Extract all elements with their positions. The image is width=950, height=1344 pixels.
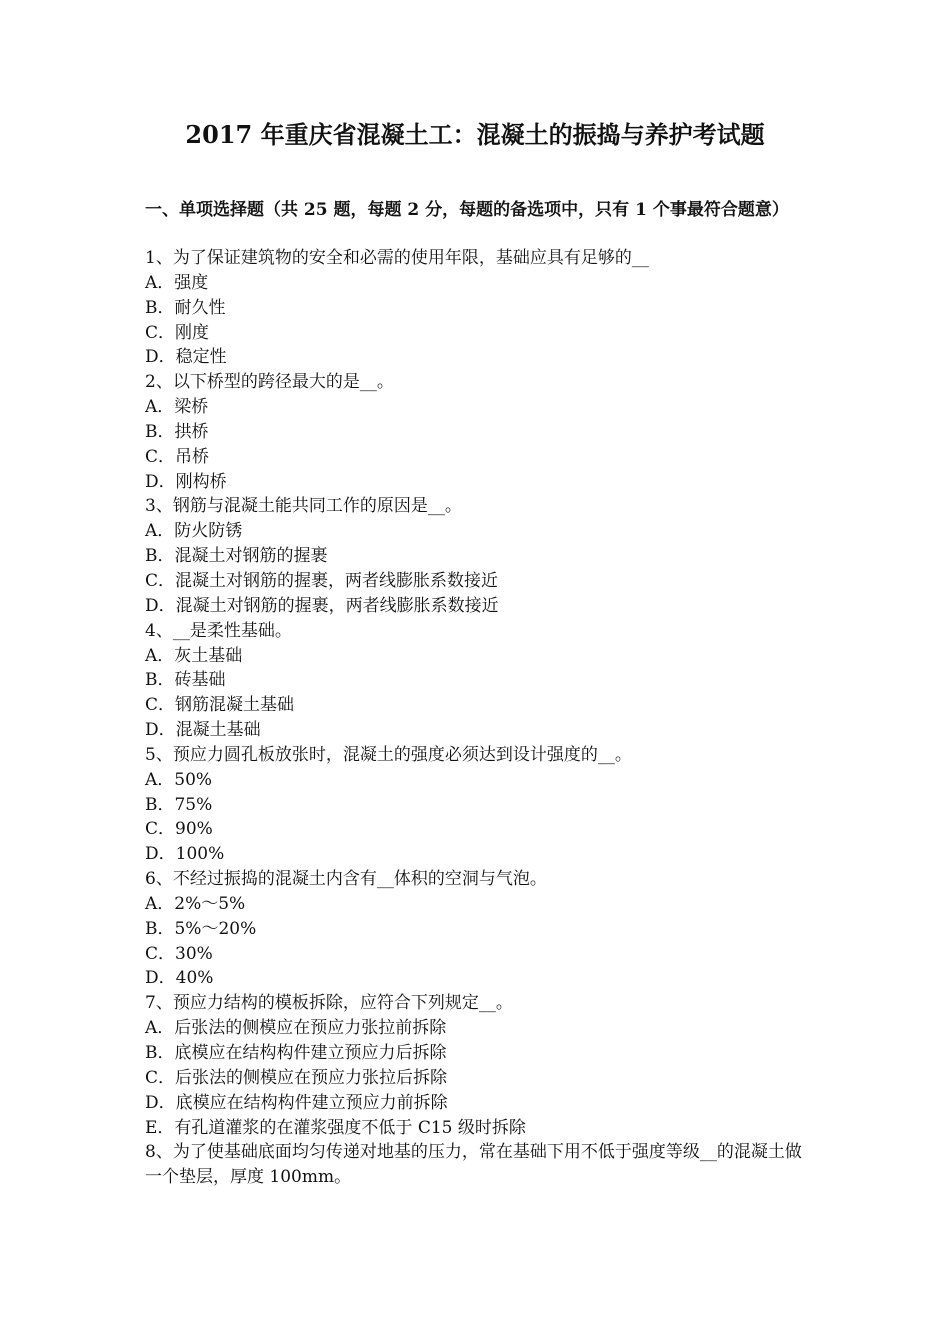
question-stem: 3、钢筋与混凝土能共同工作的原因是__。: [145, 496, 462, 517]
answer-option: B．底模应在结构构件建立预应力后拆除: [145, 1043, 447, 1063]
answer-option: C．吊桥: [145, 446, 210, 467]
answer-option: C．30%: [145, 943, 213, 964]
answer-option: B．75%: [145, 794, 213, 815]
answer-option: E．有孔道灌浆的在灌浆强度不低于 C15 级时拆除: [145, 1117, 526, 1138]
answer-option: D．稳定性: [145, 347, 227, 368]
answer-option: B．5%～20%: [145, 918, 257, 939]
answer-option: B．拱桥: [145, 421, 209, 442]
question-stem: 5、预应力圆孔板放张时，混凝土的强度必须达到设计强度的__。: [145, 744, 632, 765]
answer-option: C．后张法的侧模应在预应力张拉后拆除: [145, 1067, 448, 1088]
answer-option: D．混凝土基础: [145, 720, 261, 741]
answer-option: C．刚度: [145, 322, 210, 343]
answer-option: B．砖基础: [145, 670, 226, 691]
answer-option: B．耐久性: [145, 297, 226, 318]
answer-option: A．2%～5%: [145, 893, 246, 914]
question-list: [145, 246, 810, 1190]
question-stem: 8、为了使基础底面均匀传递对地基的压力，常在基础下用不低于强度等级__的混凝土做一个垫层，厚度 100mm。: [145, 1142, 802, 1188]
answer-option: D．40%: [145, 968, 214, 989]
question-stem: 6、不经过振捣的混凝土内含有__体积的空洞与气泡。: [145, 869, 547, 890]
question-stem: 2、以下桥型的跨径最大的是__。: [145, 372, 394, 393]
answer-option: D．刚构桥: [145, 471, 227, 492]
answer-option: D．混凝土对钢筋的握裹，两者线膨胀系数接近: [145, 595, 499, 616]
question-stem: 4、__是柔性基础。: [145, 620, 292, 641]
answer-option: A．梁桥: [145, 397, 209, 418]
answer-option: A．50%: [145, 769, 213, 790]
answer-option: C．90%: [145, 819, 213, 840]
document-title: 2017 年重庆省混凝土工：混凝土的振捣与养护考试题: [185, 120, 765, 149]
answer-option: A．灰土基础: [145, 645, 243, 666]
answer-option: B．混凝土对钢筋的握裹: [145, 546, 328, 567]
answer-option: A．防火防锈: [145, 521, 243, 542]
answer-option: A．后张法的侧模应在预应力张拉前拆除: [145, 1018, 447, 1039]
section-heading: 一、单项选择题（共 25 题，每题 2 分，每题的备选项中，只有 1 个事最符合题意）: [145, 200, 789, 220]
question-stem: 7、预应力结构的模板拆除，应符合下列规定__。: [145, 993, 513, 1014]
answer-option: C．混凝土对钢筋的握裹，两者线膨胀系数接近: [145, 570, 499, 591]
question-stem: 1、为了保证建筑物的安全和必需的使用年限，基础应具有足够的__: [145, 248, 649, 268]
answer-option: C．钢筋混凝土基础: [145, 695, 295, 716]
answer-option: A．强度: [145, 272, 209, 293]
answer-option: D．100%: [145, 844, 225, 865]
answer-option: D．底模应在结构构件建立预应力前拆除: [145, 1092, 448, 1113]
